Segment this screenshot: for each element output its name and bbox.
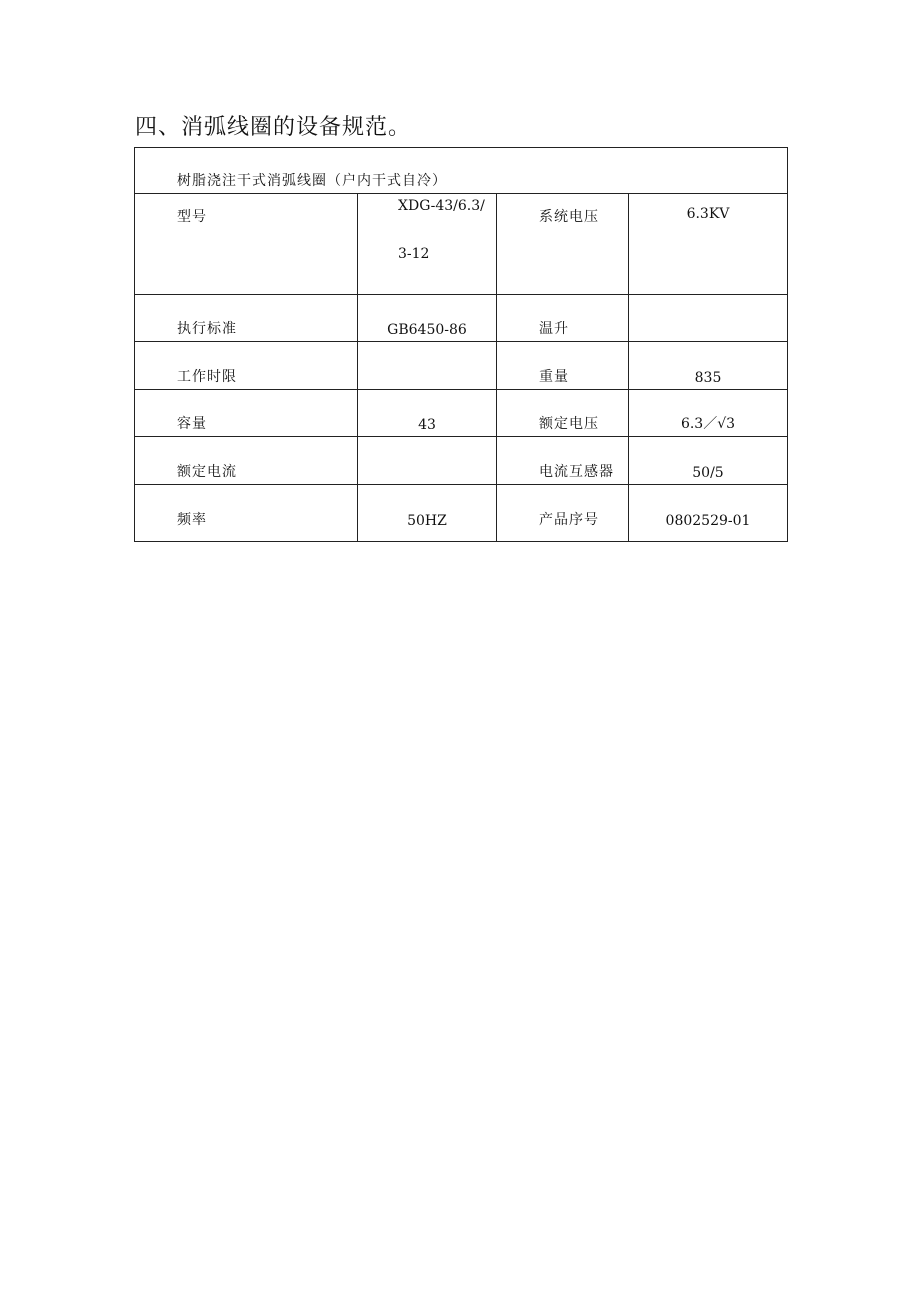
row-label: 温升 [497,295,629,342]
row-label: 系统电压 [497,194,629,295]
table-row [135,485,788,542]
table-row [135,390,788,437]
table-row [135,194,788,295]
row-value [358,342,497,390]
row-value: 50HZ [358,485,497,542]
row-value: 6.3KV [629,194,788,295]
table-row [135,295,788,342]
row-value [358,194,497,295]
row-label: 电流互感器 [497,437,629,485]
row-value [629,295,788,342]
row-label: 工作时限 [135,342,358,390]
table-row [135,437,788,485]
row-value: 50/5 [629,437,788,485]
row-value: 43 [358,390,497,437]
row-value: 835 [629,342,788,390]
row-label: 型号 [135,194,358,295]
section-heading: 四、消弧线圈的设备规范。 [135,115,412,140]
model-value-line2: 3-12 [398,246,430,262]
row-label: 执行标准 [135,295,358,342]
table-title-row [135,148,788,194]
row-label: 频率 [135,485,358,542]
row-value: GB6450-86 [358,295,497,342]
row-label: 重量 [497,342,629,390]
row-label: 容量 [135,390,358,437]
equipment-spec-table [134,147,788,542]
row-value [358,437,497,485]
row-label: 额定电流 [135,437,358,485]
row-label: 额定电压 [497,390,629,437]
table-row [135,342,788,390]
model-value-line1: XDG-43/6.3/ [398,198,485,214]
row-value: 0802529-01 [629,485,788,542]
row-label: 产品序号 [497,485,629,542]
row-value: 6.3／√3 [629,390,788,437]
table-title: 树脂浇注干式消弧线圈（户内干式自冷） [135,148,788,194]
